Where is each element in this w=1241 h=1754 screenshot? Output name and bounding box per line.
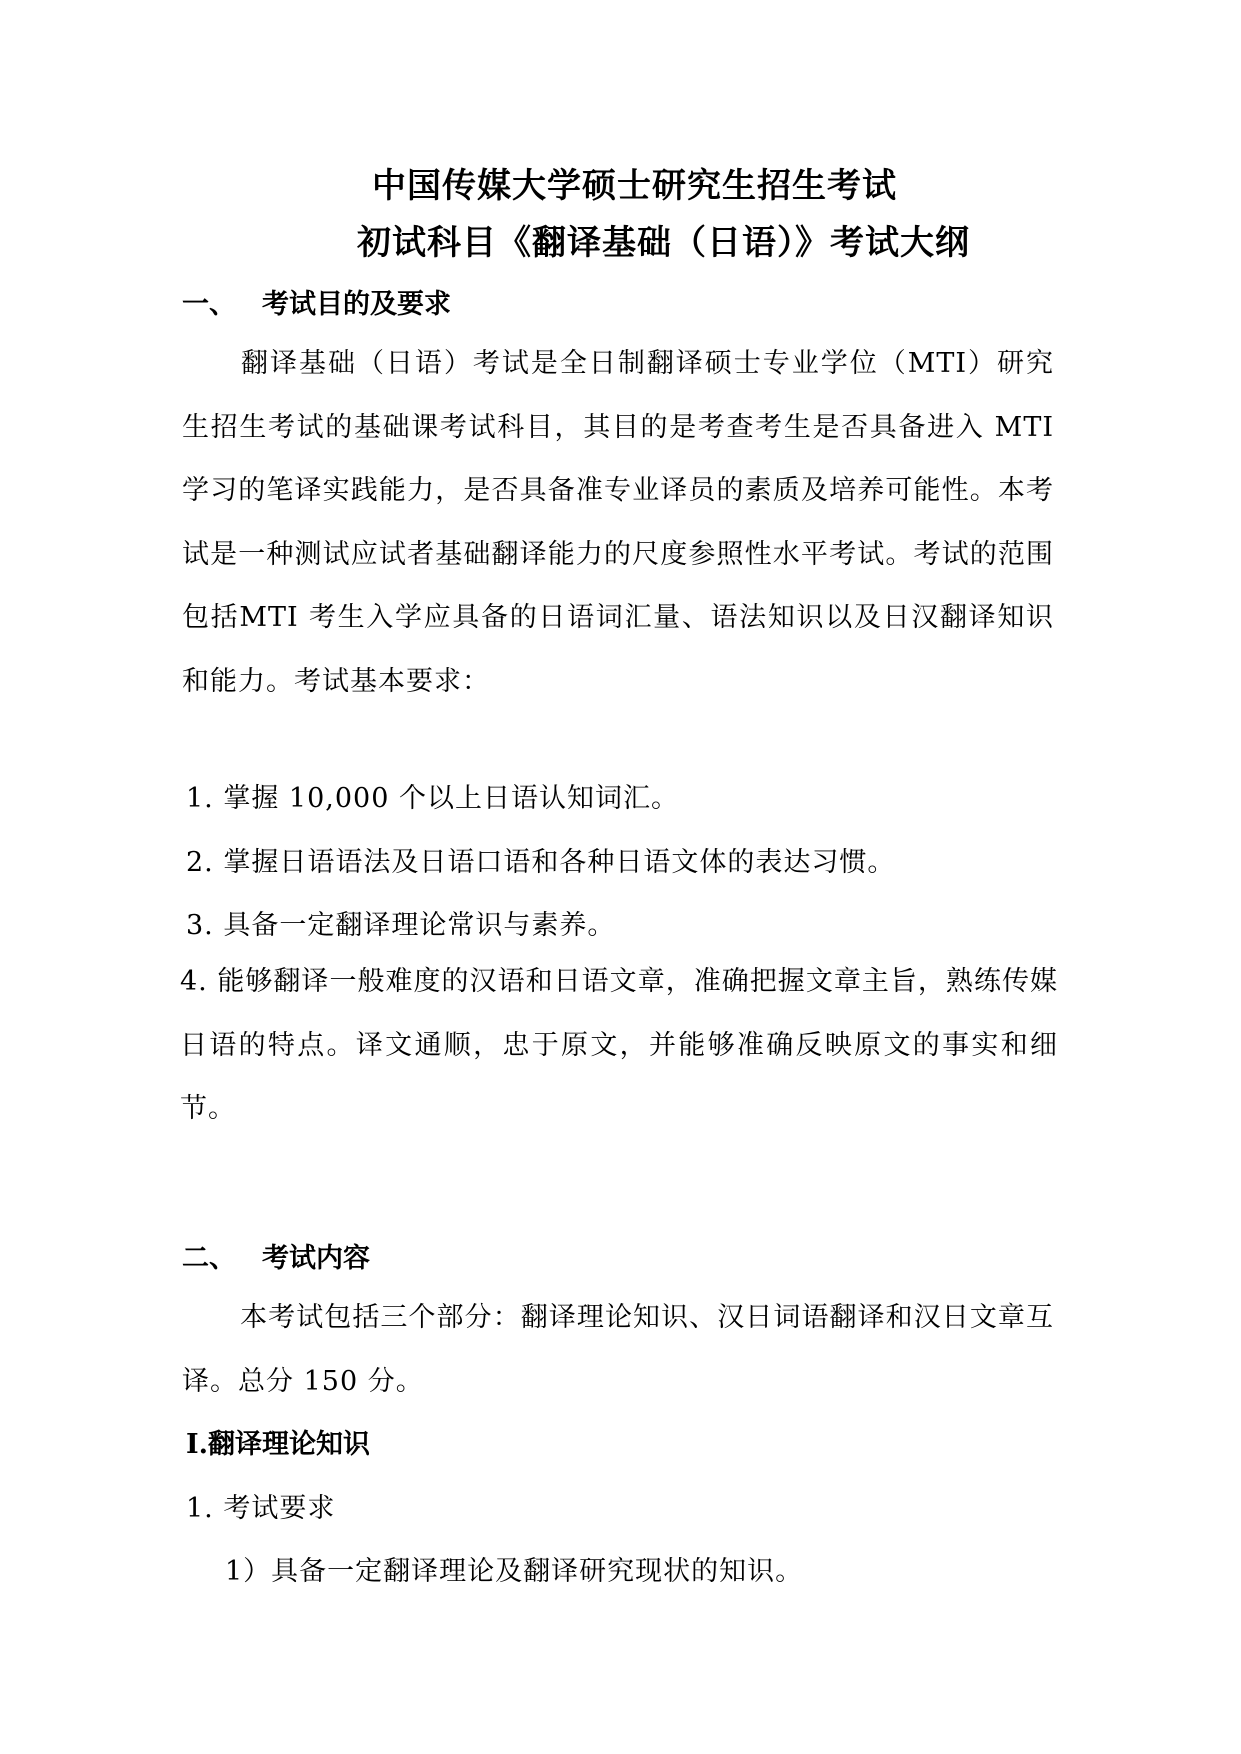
section-2-heading: [182, 1236, 370, 1275]
requirement-item-4: 4. 能够翻译一般难度的汉语和日语文章，准确把握文章主旨，熟练传媒日语的特点。译文通顺，忠于原文，并能够准确反映原文的事实和细节。: [180, 966, 1058, 1124]
section-2-number: 二、: [182, 1243, 236, 1274]
subsection-heading: Ⅰ.翻译理论知识: [186, 1429, 371, 1460]
section-2-paragraph-text: 本考试包括三个部分：翻译理论知识、汉日词语翻译和汉日文章互译。总分 150 分。: [182, 1302, 1054, 1397]
requirement-item-3: 3. 具备一定翻译理论常识与素养。: [186, 910, 616, 941]
subsection-subitem-1: 1）具备一定翻译理论及翻译研究现状的知识。: [225, 1556, 804, 1587]
subsection-item-1: 1. 考试要求: [186, 1493, 336, 1524]
document-title-line-2: 初试科目《翻译基础（日语）》考试大纲: [357, 223, 970, 263]
section-1-paragraph: [182, 332, 1054, 713]
section-1-title: 考试目的及要求: [262, 289, 451, 320]
section-2-title: 考试内容: [262, 1243, 370, 1274]
document-title-line-1: 中国传媒大学硕士研究生招生考试: [372, 166, 897, 206]
requirement-item-2: 2. 掌握日语语法及日语口语和各种日语文体的表达习惯。: [186, 847, 896, 878]
section-2-paragraph: [182, 1286, 1054, 1413]
section-1-heading: [182, 282, 451, 321]
section-1-paragraph-text: 翻译基础（日语）考试是全日制翻译硕士专业学位（MTI）研究生招生考试的基础课考试科目，其目的是考查考生是否具备进入 MTI 学习的笔译实践能力，是否具备准专业译员的素质及培养可能性。本考试是一种测试应试者基础翻译能力的尺度参照性水平考试。考试的范围包括MTI 考生入学应具备的日语词汇量、语法知识以及日汉翻译知识和能力。考试基本要求：: [182, 348, 1054, 697]
requirement-item-1: 1. 掌握 10,000 个以上日语认知词汇。: [186, 783, 679, 814]
section-1-number: 一、: [182, 289, 236, 320]
